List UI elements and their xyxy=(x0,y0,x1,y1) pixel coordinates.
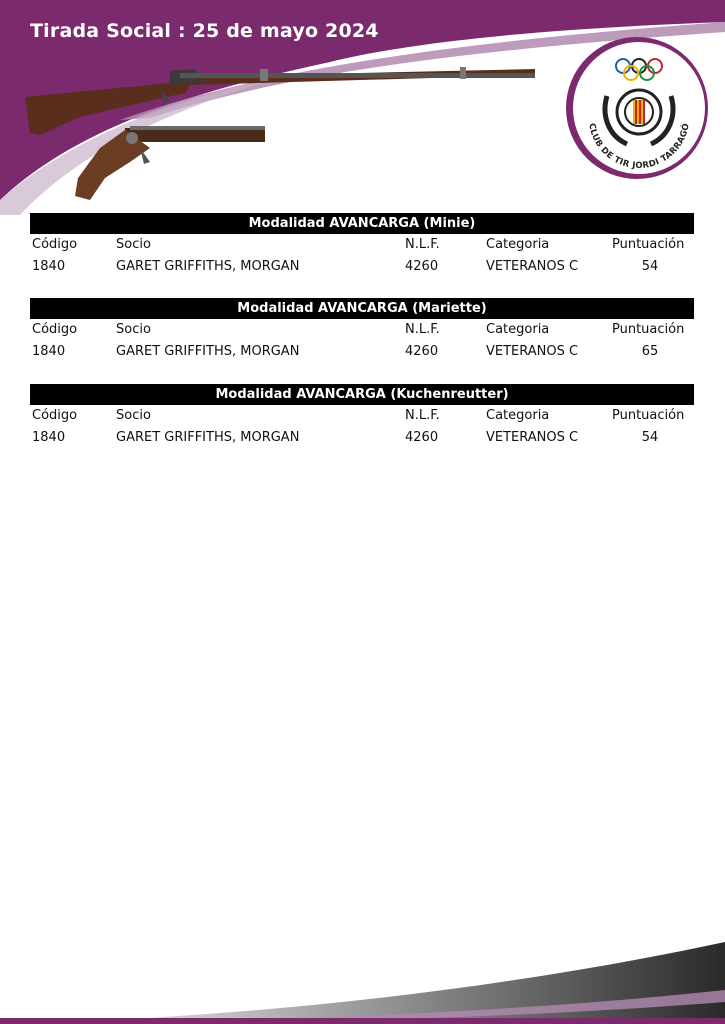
col-score-header: Puntuación xyxy=(612,408,685,423)
result-section-mariette xyxy=(30,298,694,363)
section-title: Modalidad AVANCARGA (Minie) xyxy=(30,213,694,234)
logo-text: CLUB DE TIR JORDI TARRAGÓ xyxy=(586,122,692,172)
col-score-header: Puntuación xyxy=(612,322,685,337)
result-section-kuchenreutter xyxy=(30,384,694,449)
cell-score: 54 xyxy=(641,430,659,445)
col-code-header: Código xyxy=(32,408,78,423)
cell-code: 1840 xyxy=(32,259,66,274)
cell-category: VETERANOS C xyxy=(486,430,579,445)
cell-score: 65 xyxy=(641,344,659,359)
col-member-header: Socio xyxy=(116,237,151,252)
cell-member: GARET GRIFFITHS, MORGAN xyxy=(116,430,300,445)
col-category-header: Categoria xyxy=(486,408,550,423)
cell-code: 1840 xyxy=(32,430,66,445)
table-row xyxy=(30,427,694,449)
col-member-header: Socio xyxy=(116,322,151,337)
col-code-header: Código xyxy=(32,237,78,252)
section-title: Modalidad AVANCARGA (Kuchenreutter) xyxy=(30,384,694,405)
col-nlf-header: N.L.F. xyxy=(405,237,440,252)
col-nlf-header: N.L.F. xyxy=(405,322,440,337)
col-nlf-header: N.L.F. xyxy=(405,408,440,423)
section-title: Modalidad AVANCARGA (Mariette) xyxy=(30,298,694,319)
cell-nlf: 4260 xyxy=(405,430,439,445)
col-code-header: Código xyxy=(32,322,78,337)
cell-code: 1840 xyxy=(32,344,66,359)
cell-member: GARET GRIFFITHS, MORGAN xyxy=(116,259,300,274)
table-row xyxy=(30,341,694,363)
cell-category: VETERANOS C xyxy=(486,344,579,359)
table-row xyxy=(30,256,694,278)
pistol-image xyxy=(70,118,270,210)
result-section-minie xyxy=(30,213,694,278)
cell-category: VETERANOS C xyxy=(486,259,579,274)
cell-nlf: 4260 xyxy=(405,259,439,274)
col-category-header: Categoria xyxy=(486,237,550,252)
cell-member: GARET GRIFFITHS, MORGAN xyxy=(116,344,300,359)
col-member-header: Socio xyxy=(116,408,151,423)
col-category-header: Categoria xyxy=(486,322,550,337)
col-score-header: Puntuación xyxy=(612,237,685,252)
club-logo xyxy=(565,36,709,180)
page-title: Tirada Social : 25 de mayo 2024 xyxy=(30,20,379,42)
footer-banner xyxy=(0,930,725,1024)
table-header xyxy=(30,405,694,427)
table-header xyxy=(30,234,694,256)
cell-nlf: 4260 xyxy=(405,344,439,359)
table-header xyxy=(30,319,694,341)
cell-score: 54 xyxy=(641,259,659,274)
